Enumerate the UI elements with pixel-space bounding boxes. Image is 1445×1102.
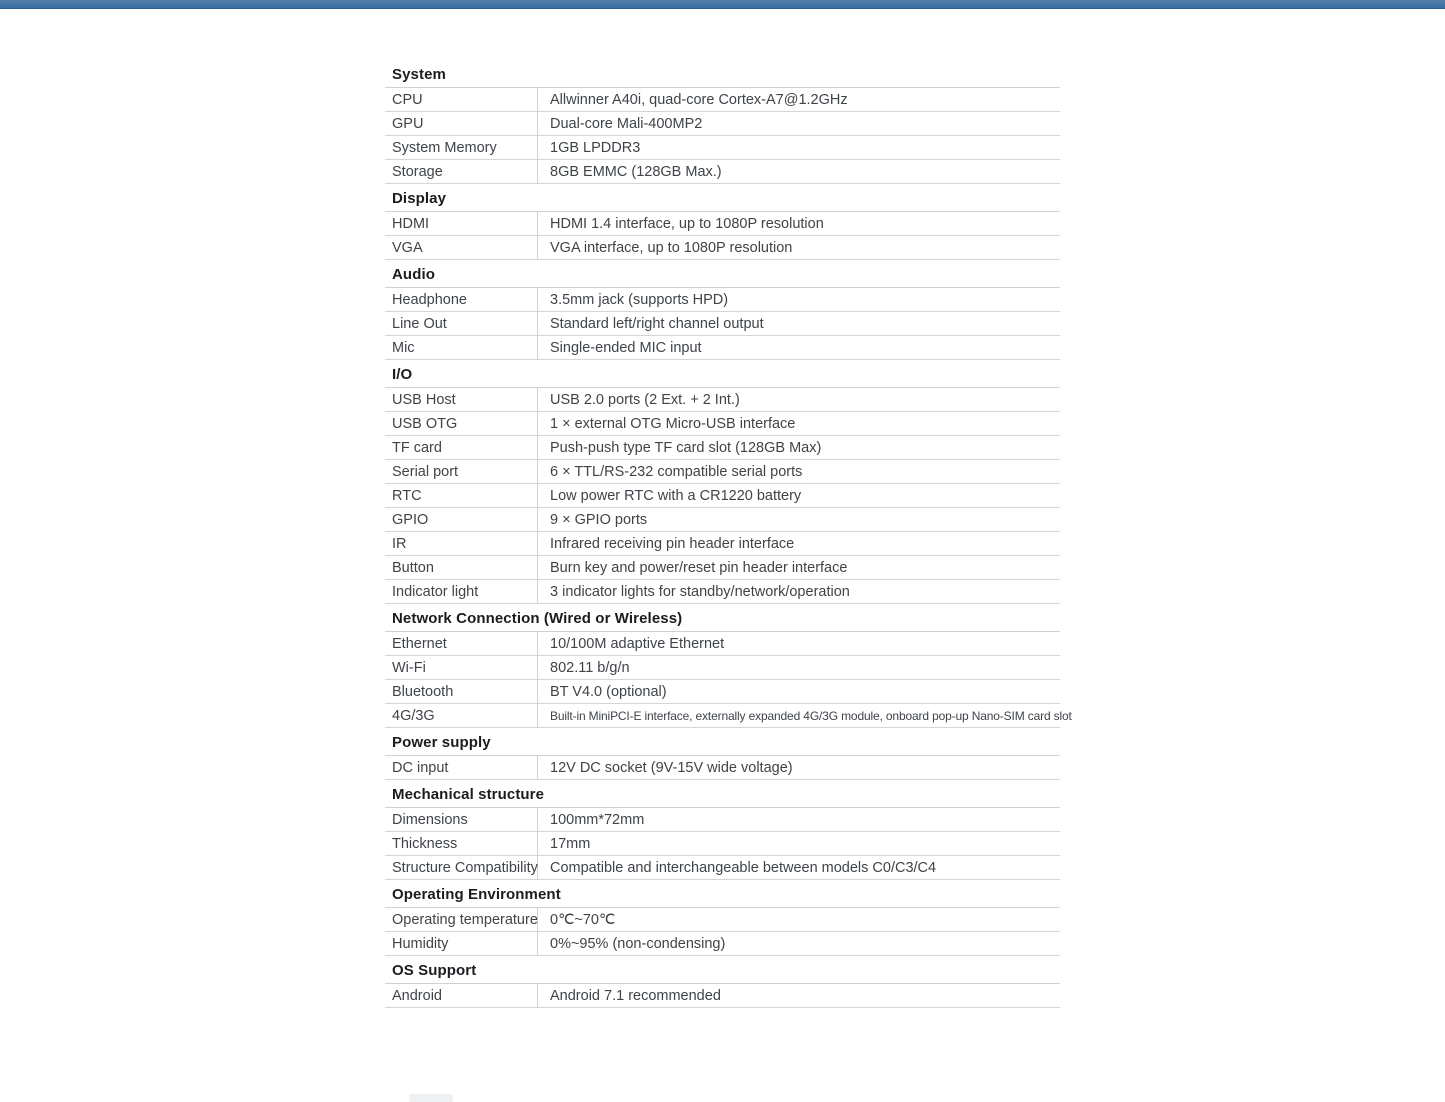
- spec-row: [385, 88, 1060, 112]
- spec-row: [385, 136, 1060, 160]
- section-header: Audio: [385, 260, 1060, 288]
- spec-label: DC input: [385, 756, 538, 779]
- spec-row: [385, 336, 1060, 360]
- section-header: OS Support: [385, 956, 1060, 984]
- spec-label: IR: [385, 532, 538, 555]
- spec-value: 9 × GPIO ports: [550, 511, 648, 528]
- spec-value: 1 × external OTG Micro-USB interface: [550, 415, 796, 432]
- section-header: Mechanical structure: [385, 780, 1060, 808]
- spec-label: USB Host: [385, 388, 538, 411]
- spec-label: GPU: [385, 112, 538, 135]
- spec-label: Mic: [385, 336, 538, 359]
- spec-row: [385, 460, 1060, 484]
- spec-value: 1GB LPDDR3: [550, 139, 641, 156]
- spec-value: Push-push type TF card slot (128GB Max): [550, 439, 822, 456]
- spec-row: [385, 532, 1060, 556]
- spec-label: USB OTG: [385, 412, 538, 435]
- spec-value: Android 7.1 recommended: [550, 987, 721, 1004]
- spec-row: [385, 484, 1060, 508]
- spec-label: TF card: [385, 436, 538, 459]
- spec-label: HDMI: [385, 212, 538, 235]
- spec-row: [385, 508, 1060, 532]
- spec-value: 3 indicator lights for standby/network/operation: [550, 583, 850, 600]
- spec-value: USB 2.0 ports (2 Ext. + 2 Int.): [550, 391, 740, 408]
- spec-row: [385, 832, 1060, 856]
- section-header: Operating Environment: [385, 880, 1060, 908]
- spec-row: [385, 808, 1060, 832]
- spec-value: Dual-core Mali-400MP2: [550, 115, 703, 132]
- spec-label: Humidity: [385, 932, 538, 955]
- section-header: Power supply: [385, 728, 1060, 756]
- spec-row: [385, 160, 1060, 184]
- spec-row: [385, 112, 1060, 136]
- spec-value: Infrared receiving pin header interface: [550, 535, 795, 552]
- spec-value: Built-in MiniPCI-E interface, externally expanded 4G/3G module, onboard pop-up Nano-SIM card slot: [550, 708, 1072, 723]
- spec-label: RTC: [385, 484, 538, 507]
- spec-row: [385, 556, 1060, 580]
- spec-value: 8GB EMMC (128GB Max.): [550, 163, 722, 180]
- spec-value: BT V4.0 (optional): [550, 683, 667, 700]
- spec-value: Burn key and power/reset pin header interface: [550, 559, 848, 576]
- spec-label: CPU: [385, 88, 538, 111]
- spec-value: 17mm: [550, 835, 591, 852]
- spec-value: 802.11 b/g/n: [550, 659, 630, 676]
- spec-row: [385, 288, 1060, 312]
- spec-row: [385, 656, 1060, 680]
- spec-label: System Memory: [385, 136, 538, 159]
- spec-value: 100mm*72mm: [550, 811, 645, 828]
- spec-label: Operating temperature: [385, 908, 538, 931]
- spec-value: Standard left/right channel output: [550, 315, 764, 332]
- spec-label: Serial port: [385, 460, 538, 483]
- spec-row: [385, 984, 1060, 1008]
- spec-value: 12V DC socket (9V-15V wide voltage): [550, 759, 793, 776]
- spec-label: Line Out: [385, 312, 538, 335]
- spec-row: [385, 704, 1072, 728]
- spec-label: GPIO: [385, 508, 538, 531]
- spec-row: [385, 680, 1060, 704]
- spec-label: Storage: [385, 160, 538, 183]
- spec-value: 6 × TTL/RS-232 compatible serial ports: [550, 463, 803, 480]
- section-header: System: [385, 60, 1060, 88]
- spec-label: Headphone: [385, 288, 538, 311]
- spec-value: 10/100M adaptive Ethernet: [550, 635, 725, 652]
- top-accent-bar: [0, 0, 1445, 9]
- spec-row: [385, 756, 1060, 780]
- spec-label: VGA: [385, 236, 538, 259]
- spec-label: Thickness: [385, 832, 538, 855]
- spec-row: [385, 632, 1060, 656]
- spec-value: Allwinner A40i, quad-core Cortex-A7@1.2GHz: [550, 91, 848, 108]
- spec-row: [385, 580, 1060, 604]
- spec-row: [385, 212, 1060, 236]
- spec-row: [385, 436, 1060, 460]
- spec-label: 4G/3G: [385, 704, 538, 727]
- spec-value: Single-ended MIC input: [550, 339, 702, 356]
- section-header: Display: [385, 184, 1060, 212]
- spec-value: 0℃~70℃: [550, 911, 616, 928]
- spec-label: Ethernet: [385, 632, 538, 655]
- spec-value: VGA interface, up to 1080P resolution: [550, 239, 793, 256]
- spec-label: Structure Compatibility: [385, 856, 538, 879]
- spec-label: Dimensions: [385, 808, 538, 831]
- spec-row: [385, 856, 1060, 880]
- spec-label: Android: [385, 984, 538, 1007]
- spec-label: Bluetooth: [385, 680, 538, 703]
- spec-value: 0%~95% (non-condensing): [550, 935, 726, 952]
- spec-label: Indicator light: [385, 580, 538, 603]
- spec-row: [385, 236, 1060, 260]
- spec-value: 3.5mm jack (supports HPD): [550, 291, 729, 308]
- spec-row: [385, 412, 1060, 436]
- spec-row: [385, 932, 1060, 956]
- spec-value: HDMI 1.4 interface, up to 1080P resolution: [550, 215, 824, 232]
- section-header: Network Connection (Wired or Wireless): [385, 604, 1060, 632]
- spec-value: Low power RTC with a CR1220 battery: [550, 487, 802, 504]
- spec-table: [385, 60, 1072, 1008]
- spec-row: [385, 908, 1060, 932]
- section-header: I/O: [385, 360, 1060, 388]
- spec-value: Compatible and interchangeable between models C0/C3/C4: [550, 859, 937, 876]
- spec-row: [385, 312, 1060, 336]
- spec-label: Button: [385, 556, 538, 579]
- spec-label: Wi-Fi: [385, 656, 538, 679]
- spec-row: [385, 388, 1060, 412]
